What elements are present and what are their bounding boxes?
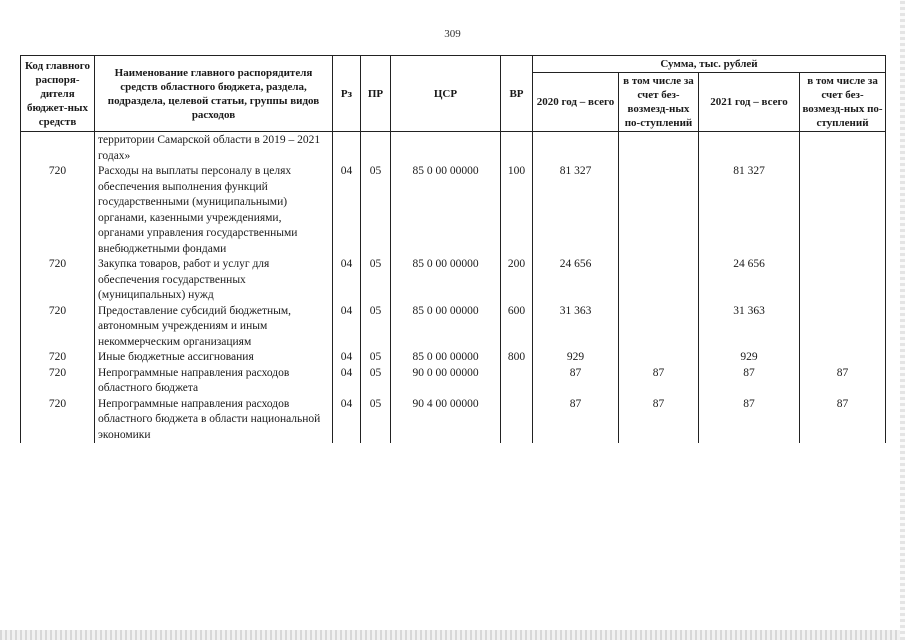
cell-2020-gratis xyxy=(619,164,699,257)
table-row xyxy=(21,257,886,304)
cell-rz: 04 xyxy=(333,304,361,351)
cell-vr: 600 xyxy=(501,304,533,351)
cell-code: 720 xyxy=(21,366,95,397)
cell-rz: 04 xyxy=(333,350,361,366)
cell-2020-total: 87 xyxy=(533,397,619,444)
cell-2021-total: 87 xyxy=(699,366,800,397)
cell-2021-gratis xyxy=(800,304,886,351)
cell-2021-total: 929 xyxy=(699,350,800,366)
cell-2021-gratis xyxy=(800,164,886,257)
cell-name: Непрограммные направления расходов областного бюджета в области национальной экономики xyxy=(95,397,333,444)
scan-edge-bottom xyxy=(0,630,905,640)
cell-code: 720 xyxy=(21,397,95,444)
cell-name: Предоставление субсидий бюджетным, автономным учреждениям и иным некоммерческим организациям xyxy=(95,304,333,351)
cell-rz xyxy=(333,132,361,165)
header-code: Код главного распоря-дителя бюджет-ных средств xyxy=(21,56,95,132)
cell-2020-total: 24 656 xyxy=(533,257,619,304)
cell-vr xyxy=(501,397,533,444)
cell-2020-total: 929 xyxy=(533,350,619,366)
header-2020-total: 2020 год – всего xyxy=(533,73,619,132)
cell-csr: 90 4 00 00000 xyxy=(391,397,501,444)
cell-2021-gratis xyxy=(800,257,886,304)
cell-csr: 85 0 00 00000 xyxy=(391,164,501,257)
cell-2020-gratis xyxy=(619,304,699,351)
cell-pr: 05 xyxy=(361,304,391,351)
table-row xyxy=(21,350,886,366)
cell-2020-gratis: 87 xyxy=(619,397,699,444)
cell-vr: 200 xyxy=(501,257,533,304)
cell-pr: 05 xyxy=(361,164,391,257)
header-2021-gratis: в том числе за счет без-возмезд-ных по-ступлений xyxy=(800,73,886,132)
cell-2020-gratis: 87 xyxy=(619,366,699,397)
cell-name: Закупка товаров, работ и услуг для обеспечения государственных (муниципальных) нужд xyxy=(95,257,333,304)
table-row xyxy=(21,132,886,165)
cell-pr: 05 xyxy=(361,257,391,304)
cell-name: Иные бюджетные ассигнования xyxy=(95,350,333,366)
cell-2020-gratis xyxy=(619,350,699,366)
cell-code: 720 xyxy=(21,164,95,257)
cell-vr xyxy=(501,132,533,165)
header-csr: ЦСР xyxy=(391,56,501,132)
cell-2021-gratis: 87 xyxy=(800,397,886,444)
cell-code xyxy=(21,132,95,165)
cell-code: 720 xyxy=(21,304,95,351)
table-row xyxy=(21,304,886,351)
cell-vr xyxy=(501,366,533,397)
cell-2020-gratis xyxy=(619,257,699,304)
table-row xyxy=(21,366,886,397)
cell-rz: 04 xyxy=(333,366,361,397)
cell-name: Расходы на выплаты персоналу в целях обеспечения выполнения функций государственными (муниципальными) органами, казенными учреждениями, органами управления государственными внебюджетными фондами xyxy=(95,164,333,257)
cell-2020-total: 81 327 xyxy=(533,164,619,257)
header-name: Наименование главного распорядителя средств областного бюджета, раздела, подраздела, целевой статьи, группы видов расходов xyxy=(95,56,333,132)
cell-csr: 85 0 00 00000 xyxy=(391,257,501,304)
header-2021-total: 2021 год – всего xyxy=(699,73,800,132)
cell-csr: 85 0 00 00000 xyxy=(391,304,501,351)
cell-csr: 85 0 00 00000 xyxy=(391,350,501,366)
cell-2020-total xyxy=(533,132,619,165)
cell-2020-gratis xyxy=(619,132,699,165)
scan-edge-right xyxy=(900,0,905,640)
page-number: 309 xyxy=(444,28,461,40)
cell-2020-total: 87 xyxy=(533,366,619,397)
table-row xyxy=(21,397,886,444)
cell-2020-total: 31 363 xyxy=(533,304,619,351)
cell-rz: 04 xyxy=(333,397,361,444)
cell-2021-gratis: 87 xyxy=(800,366,886,397)
cell-csr xyxy=(391,132,501,165)
cell-2021-total xyxy=(699,132,800,165)
header-2020-gratis: в том числе за счет без-возмезд-ных по-ступлений xyxy=(619,73,699,132)
cell-2021-gratis xyxy=(800,350,886,366)
cell-pr xyxy=(361,132,391,165)
header-vr: ВР xyxy=(501,56,533,132)
cell-rz: 04 xyxy=(333,164,361,257)
cell-2021-gratis xyxy=(800,132,886,165)
cell-vr: 800 xyxy=(501,350,533,366)
cell-code: 720 xyxy=(21,257,95,304)
header-sum-group: Сумма, тыс. рублей xyxy=(533,56,886,73)
table-body xyxy=(21,132,886,444)
cell-2021-total: 87 xyxy=(699,397,800,444)
cell-code: 720 xyxy=(21,350,95,366)
cell-name: Непрограммные направления расходов областного бюджета xyxy=(95,366,333,397)
cell-rz: 04 xyxy=(333,257,361,304)
header-pr: ПР xyxy=(361,56,391,132)
cell-pr: 05 xyxy=(361,350,391,366)
cell-csr: 90 0 00 00000 xyxy=(391,366,501,397)
budget-table xyxy=(20,55,886,443)
cell-vr: 100 xyxy=(501,164,533,257)
table-row xyxy=(21,164,886,257)
cell-name: территории Самарской области в 2019 – 2021 годах» xyxy=(95,132,333,165)
table-header xyxy=(21,56,886,132)
header-rz: Рз xyxy=(333,56,361,132)
cell-2021-total: 81 327 xyxy=(699,164,800,257)
cell-pr: 05 xyxy=(361,366,391,397)
cell-pr: 05 xyxy=(361,397,391,444)
cell-2021-total: 24 656 xyxy=(699,257,800,304)
cell-2021-total: 31 363 xyxy=(699,304,800,351)
